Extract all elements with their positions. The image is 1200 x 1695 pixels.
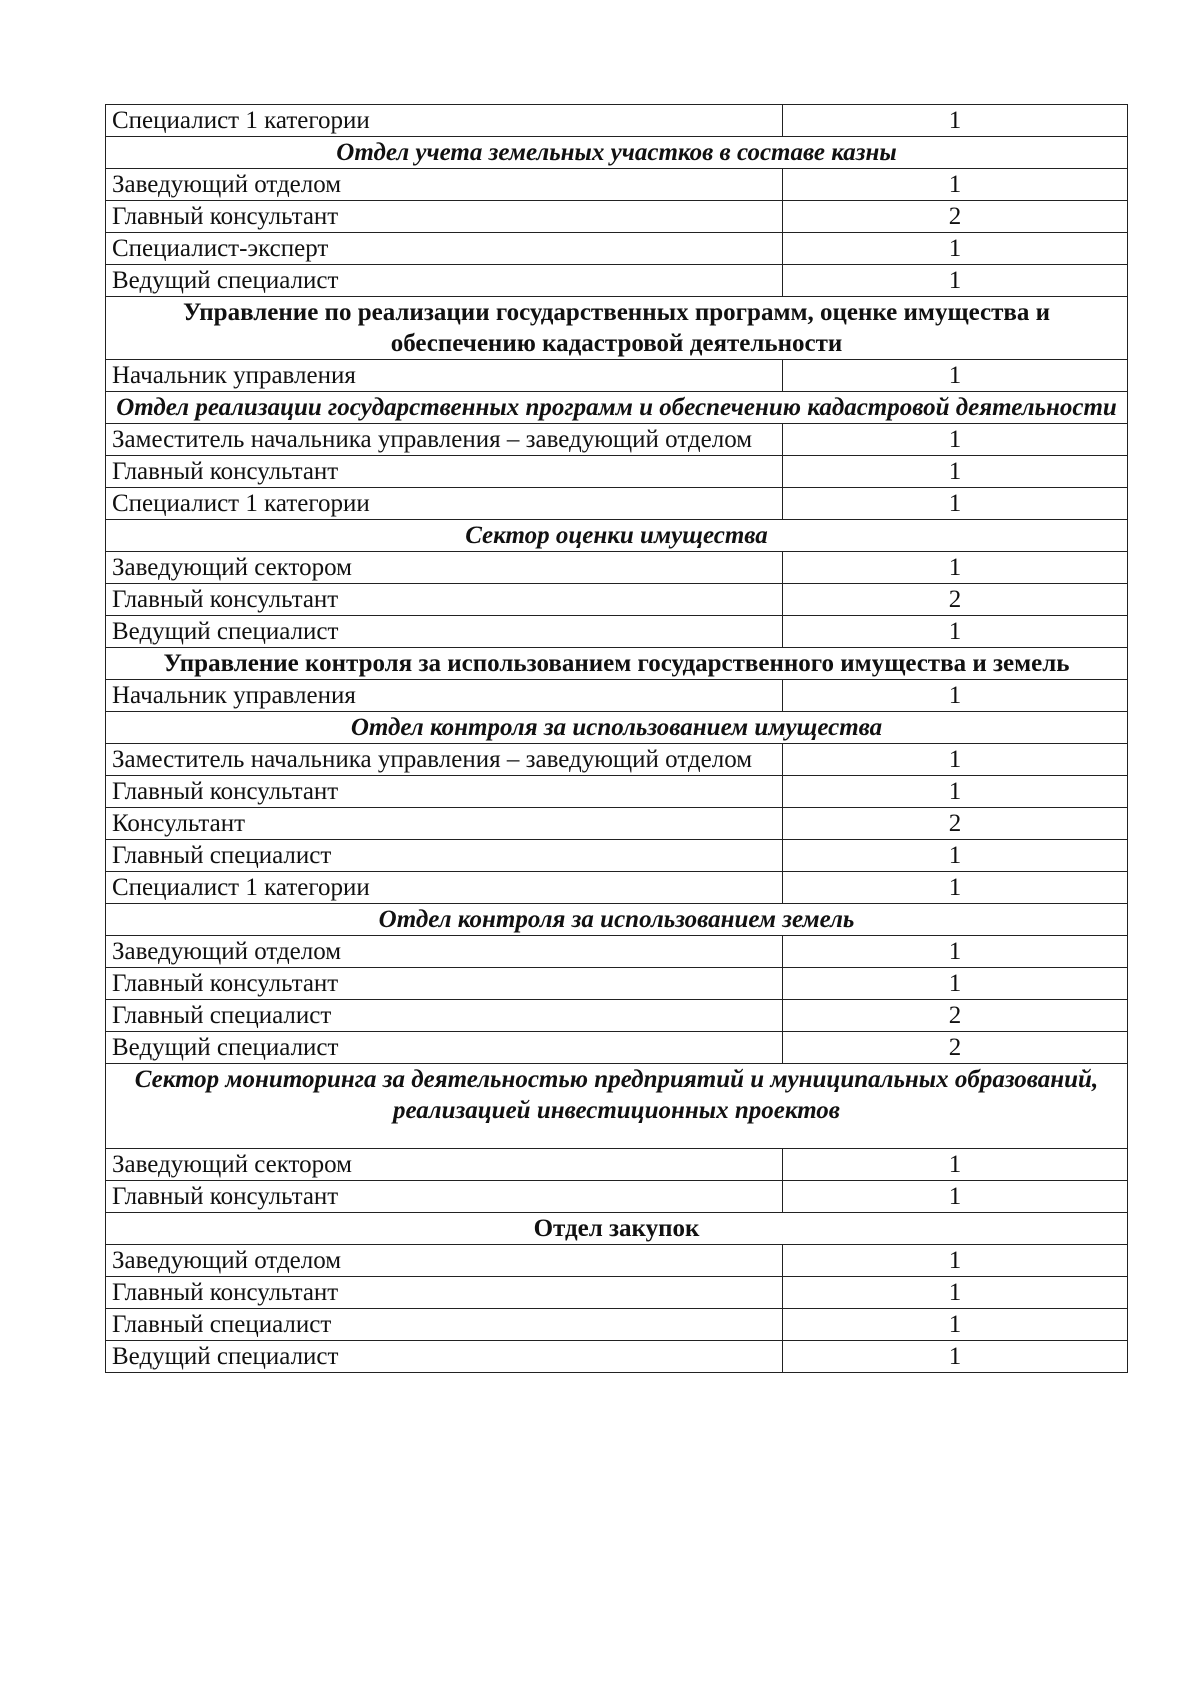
count-cell: 2 xyxy=(783,1032,1128,1064)
section-header-row xyxy=(106,904,1128,936)
section-title: Отдел реализации государственных программ и обеспечению кадастровой деятельности xyxy=(106,392,1128,424)
position-cell: Главный консультант xyxy=(106,1277,783,1309)
position-cell: Заведующий сектором xyxy=(106,552,783,584)
count-cell: 1 xyxy=(783,105,1128,137)
section-header-row xyxy=(106,297,1128,360)
count-cell: 1 xyxy=(783,552,1128,584)
count-cell: 1 xyxy=(783,360,1128,392)
position-cell: Главный консультант xyxy=(106,584,783,616)
count-cell: 1 xyxy=(783,968,1128,1000)
position-cell: Главный специалист xyxy=(106,1000,783,1032)
count-cell: 1 xyxy=(783,233,1128,265)
section-title: Сектор мониторинга за деятельностью предприятий и муниципальных образований, реализацией инвестиционных проектов xyxy=(106,1064,1128,1149)
position-cell: Ведущий специалист xyxy=(106,616,783,648)
position-cell: Заместитель начальника управления – заведующий отделом xyxy=(106,744,783,776)
position-cell: Главный консультант xyxy=(106,1181,783,1213)
table-row xyxy=(106,1000,1128,1032)
section-title: Отдел учета земельных участков в составе казны xyxy=(106,137,1128,169)
table-row xyxy=(106,1277,1128,1309)
table-row xyxy=(106,840,1128,872)
position-cell: Заведующий сектором xyxy=(106,1149,783,1181)
position-cell: Заместитель начальника управления – заведующий отделом xyxy=(106,424,783,456)
position-cell: Главный специалист xyxy=(106,840,783,872)
table-row xyxy=(106,424,1128,456)
position-cell: Специалист 1 категории xyxy=(106,872,783,904)
count-cell: 1 xyxy=(783,1277,1128,1309)
section-title: Отдел закупок xyxy=(106,1213,1128,1245)
table-row xyxy=(106,360,1128,392)
table-row xyxy=(106,552,1128,584)
table-row xyxy=(106,936,1128,968)
position-cell: Специалист-эксперт xyxy=(106,233,783,265)
count-cell: 1 xyxy=(783,840,1128,872)
position-cell: Главный специалист xyxy=(106,1309,783,1341)
count-cell: 1 xyxy=(783,424,1128,456)
table-row xyxy=(106,456,1128,488)
table-row xyxy=(106,1032,1128,1064)
section-header-row xyxy=(106,520,1128,552)
count-cell: 1 xyxy=(783,872,1128,904)
position-cell: Консультант xyxy=(106,808,783,840)
count-cell: 1 xyxy=(783,744,1128,776)
table-row xyxy=(106,1149,1128,1181)
position-cell: Ведущий специалист xyxy=(106,1032,783,1064)
table-row xyxy=(106,1181,1128,1213)
count-cell: 2 xyxy=(783,201,1128,233)
position-cell: Главный консультант xyxy=(106,456,783,488)
table-row xyxy=(106,808,1128,840)
position-cell: Специалист 1 категории xyxy=(106,105,783,137)
section-header-row xyxy=(106,137,1128,169)
section-header-row xyxy=(106,392,1128,424)
position-cell: Заведующий отделом xyxy=(106,169,783,201)
table-row xyxy=(106,872,1128,904)
table-row xyxy=(106,1309,1128,1341)
table-row xyxy=(106,265,1128,297)
count-cell: 1 xyxy=(783,936,1128,968)
position-cell: Ведущий специалист xyxy=(106,265,783,297)
table-row xyxy=(106,776,1128,808)
section-header-row xyxy=(106,1064,1128,1149)
count-cell: 1 xyxy=(783,1245,1128,1277)
section-title: Отдел контроля за использованием имущества xyxy=(106,712,1128,744)
staffing-table-body xyxy=(106,105,1128,1373)
section-title: Управление по реализации государственных программ, оценке имущества и обеспечению кадастровой деятельности xyxy=(106,297,1128,360)
count-cell: 1 xyxy=(783,1149,1128,1181)
section-header-row xyxy=(106,712,1128,744)
table-row xyxy=(106,584,1128,616)
position-cell: Ведущий специалист xyxy=(106,1341,783,1373)
position-cell: Заведующий отделом xyxy=(106,1245,783,1277)
count-cell: 1 xyxy=(783,488,1128,520)
table-row xyxy=(106,744,1128,776)
table-row xyxy=(106,680,1128,712)
table-row xyxy=(106,1341,1128,1373)
table-row xyxy=(106,201,1128,233)
section-header-row xyxy=(106,1213,1128,1245)
table-row xyxy=(106,169,1128,201)
count-cell: 1 xyxy=(783,680,1128,712)
position-cell: Специалист 1 категории xyxy=(106,488,783,520)
count-cell: 1 xyxy=(783,776,1128,808)
table-row xyxy=(106,105,1128,137)
count-cell: 1 xyxy=(783,1181,1128,1213)
count-cell: 1 xyxy=(783,1309,1128,1341)
position-cell: Главный консультант xyxy=(106,776,783,808)
table-row xyxy=(106,488,1128,520)
count-cell: 1 xyxy=(783,456,1128,488)
count-cell: 1 xyxy=(783,616,1128,648)
section-title: Управление контроля за использованием государственного имущества и земель xyxy=(106,648,1128,680)
count-cell: 1 xyxy=(783,1341,1128,1373)
count-cell: 2 xyxy=(783,1000,1128,1032)
section-header-row xyxy=(106,648,1128,680)
section-title: Сектор оценки имущества xyxy=(106,520,1128,552)
count-cell: 2 xyxy=(783,808,1128,840)
position-cell: Главный консультант xyxy=(106,201,783,233)
count-cell: 2 xyxy=(783,584,1128,616)
section-title: Отдел контроля за использованием земель xyxy=(106,904,1128,936)
count-cell: 1 xyxy=(783,169,1128,201)
count-cell: 1 xyxy=(783,265,1128,297)
table-row xyxy=(106,1245,1128,1277)
table-row xyxy=(106,968,1128,1000)
table-row xyxy=(106,233,1128,265)
position-cell: Начальник управления xyxy=(106,680,783,712)
position-cell: Начальник управления xyxy=(106,360,783,392)
position-cell: Главный консультант xyxy=(106,968,783,1000)
position-cell: Заведующий отделом xyxy=(106,936,783,968)
staffing-table xyxy=(105,104,1128,1373)
table-row xyxy=(106,616,1128,648)
